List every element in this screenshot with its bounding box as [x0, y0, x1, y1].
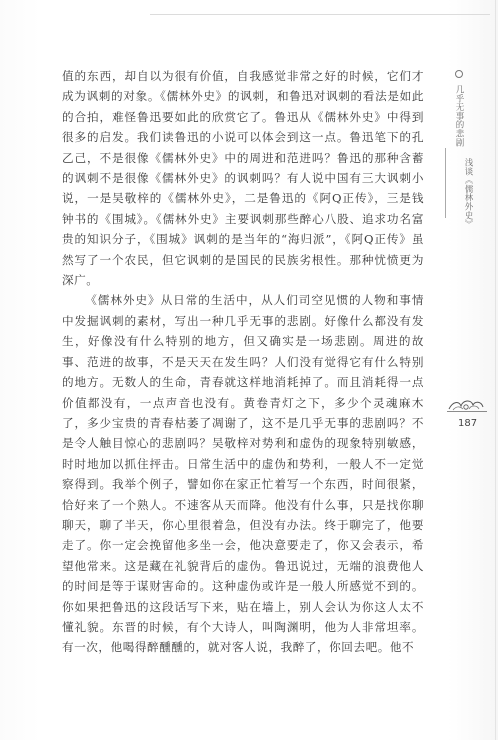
paragraph-2: 《儒林外史》从日常的生活中，从人们司空见惯的人物和事情中发掘讽刺的素材，写出一种几乎无事的悲剧。好像什么都没有发生，好像没有什么特别的地方，但又确实是一场悲剧。周进的故事、范进的故事，不是天天在发生吗？人们没有觉得它有什么特别的地方。无数人的生命，青春就这样地消耗掉了。而且消耗得一点价值都没有，一点声音也没有。黄卷青灯之下，多少个灵魂麻木了，多少宝贵的青春枯萎了凋谢了，这不是几乎无事的悲剧吗？不是令人触目惊心的悲剧吗？吴敬梓对势利和虚伪的现象特别敏感，时时地加以抓住抨击。日常生活中的虚伪和势利，一般人不一定觉察得到。我举个例子，譬如你在家正忙着写一个东西，时间很紧，恰好来了一个熟人。不速客从天而降。他没有什么事，只是找你聊聊天，聊了半天，你心里很着急，但没有办法。终于聊完了，他要走了。你一定会挽留他多坐一会，他决意要走了，你又会表示，希望他常来。这是藏在礼貌背后的虚伪。鲁迅说过，无端的浪费他人的时间是等于谋财害命的。这种虚伪或许是一般人所感觉不到的。你如果把鲁迅的这段话写下来，贴在墙上，别人会认为你这人太不懂礼貌。东晋的时候，有个大诗人，叫陶渊明，他为人非常坦率。有一次，他喝得醉醺醺的，就对客人说，我醉了，你回去吧。他不 — [62, 293, 424, 655]
side-header-subtitle: 浅谈《儒林外史》 — [463, 158, 473, 229]
side-header-title: 几乎无事的悲剧 — [454, 85, 464, 147]
side-header-divider — [445, 148, 446, 218]
body-text — [62, 66, 424, 658]
side-header-title-block — [451, 70, 465, 147]
page-number: 187 — [458, 418, 478, 429]
cloud-ornament-icon — [447, 395, 487, 413]
paragraph-1: 值的东西，却自以为很有价值，自我感觉非常之好的时候，它们才成为讽刺的对象。《儒林外史》的讽刺，和鲁迅对讽刺的看法是如此的合拍，难怪鲁迅要如此的欣赏它了。鲁迅从《儒林外史》中得到很多的启发。我们读鲁迅的小说可以体会到这一点。鲁迅笔下的孔乙己，不是很像《儒林外史》中的周进和范进吗？鲁迅的那种含蓄的讽刺不是很像《儒林外史》的讽刺吗？有人说中国有三大讽刺小说，一是吴敬梓的《儒林外史》，二是鲁迅的《阿Q正传》，三是钱钟书的《围城》。《儒林外史》主要讽刺那些醉心八股、追求功名富贵的知识分子，《围城》讽刺的是当年的“海归派”，《阿Q正传》虽然写了一个农民，但它讽刺的是国民的民族劣根性。那种忧愤更为深广。 — [62, 69, 424, 288]
top-edge-line — [150, 14, 490, 15]
right-edge-line — [495, 0, 496, 740]
circle-bullet-icon — [455, 70, 463, 78]
